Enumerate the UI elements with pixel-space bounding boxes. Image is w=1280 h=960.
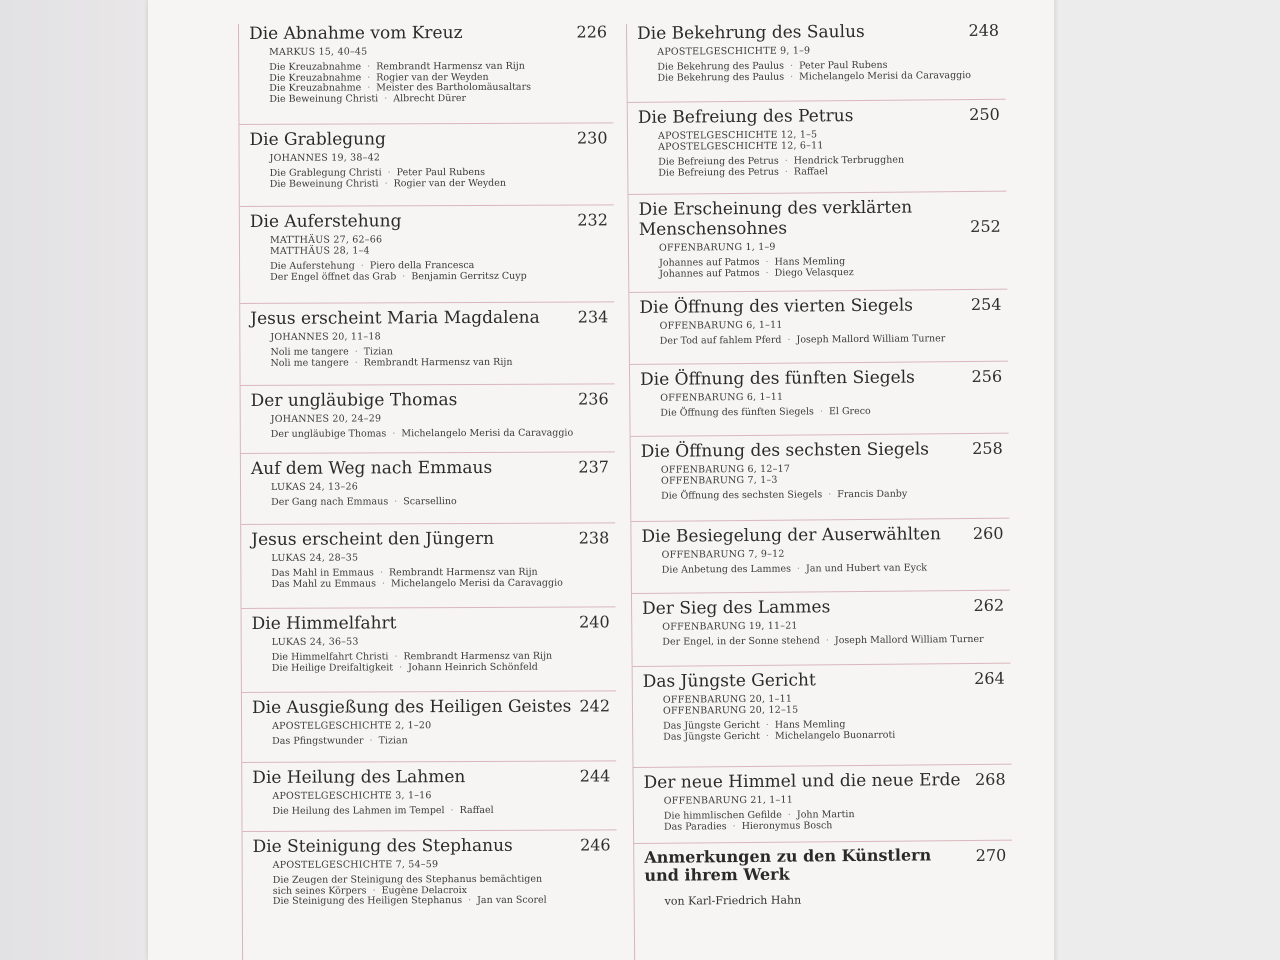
entry-divider [632, 590, 1010, 594]
scripture-reference: OFFENBARUNG 21, 1–11 [663, 794, 793, 807]
entry-title-continued: und ihrem Werk [644, 864, 790, 885]
entry-title: Die Öffnung des fünften Siegels [640, 367, 915, 390]
entry-title: Anmerkungen zu den Künstlern [644, 845, 932, 867]
entry-page-number: 254 [970, 294, 1002, 315]
entry-page-number: 264 [974, 668, 1005, 688]
separator-dot: · [367, 71, 371, 83]
artwork-line [661, 490, 907, 503]
artwork-title: Die Steinigung des Heiligen Stephanus [272, 895, 463, 907]
separator-dot: · [367, 82, 371, 94]
artwork-line [272, 736, 408, 747]
artwork-line [659, 268, 854, 280]
scripture-reference: JOHANNES 20, 24–29 [270, 413, 382, 425]
artwork-artist: John Martin [796, 809, 855, 821]
entry-title: Die Auferstehung [249, 211, 402, 232]
artwork-title: Noli me tangere [270, 357, 349, 369]
artwork-title: Das Jüngste Gericht [663, 719, 760, 732]
entry-title: Der neue Himmel und die neue Erde [643, 770, 961, 793]
toc-column-right [626, 21, 1013, 960]
scripture-reference: OFFENBARUNG 19, 11–21 [662, 620, 798, 633]
separator-dot: · [789, 60, 794, 72]
entry-page-number: 268 [974, 769, 1006, 789]
entry-title: Jesus erscheint den Jüngern [251, 528, 495, 550]
toc-column-left [238, 22, 617, 960]
entry-divider [241, 383, 615, 386]
toc-entry [241, 528, 615, 590]
artwork-title: Die Kreuzabnahme [269, 82, 362, 94]
entry-divider [241, 451, 615, 454]
artwork-artist: Rembrandt Harmensz van Rijn [388, 566, 538, 579]
entry-divider [242, 690, 616, 693]
entry-title: Die Steinigung des Stephanus [252, 835, 513, 857]
entry-title: Die Ausgießung des Heiligen Geistes [251, 696, 572, 718]
entry-page-number: 242 [579, 696, 611, 716]
entry-divider [629, 289, 1007, 293]
separator-dot: · [387, 167, 391, 179]
scripture-reference: APOSTELGESCHICHTE 2, 1–20 [272, 720, 432, 732]
entry-title: Die Grablegung [249, 129, 386, 150]
entry-byline: von Karl-Friedrich Hahn [664, 893, 802, 908]
separator-dot: · [825, 635, 829, 647]
artwork-artist: Diego Velasquez [774, 266, 854, 279]
entry-title: Die Himmelfahrt [251, 613, 397, 634]
artwork-title: Die Bekehrung des Paulus [657, 60, 785, 73]
toc-entry [631, 438, 1009, 502]
entry-title: Die Erscheinung des verklärten [638, 197, 913, 220]
artwork-line [664, 821, 832, 833]
separator-dot: · [765, 719, 769, 731]
scripture-reference: MARKUS 15, 40–45 [269, 46, 368, 58]
artwork-title: Die Anbetung des Lammes [661, 563, 792, 576]
artwork-artist: Hans Memling [774, 256, 846, 268]
artwork-artist: Scarsellino [403, 496, 457, 508]
artwork-line [662, 563, 927, 576]
entry-page-number: 244 [579, 766, 611, 786]
scripture-reference: OFFENBARUNG 20, 1–11 [662, 693, 793, 706]
artwork-title: Die Auferstehung [270, 260, 355, 272]
entry-title: Die Befreiung des Petrus [637, 106, 854, 128]
artwork-title: Johannes auf Patmos [659, 267, 760, 280]
entry-page-number: 226 [576, 22, 608, 42]
toc-entry [630, 366, 1008, 419]
entry-divider [239, 122, 613, 125]
entry-title: Die Öffnung des vierten Siegels [639, 295, 914, 318]
artwork-title: Das Paradies [663, 820, 727, 833]
entry-page-number: 230 [576, 128, 608, 148]
separator-dot: · [394, 651, 398, 663]
entry-divider [628, 191, 1006, 195]
artwork-artist: Meister des Bartholomäusaltars [376, 81, 532, 94]
artwork-artist: Hans Memling [774, 719, 846, 731]
separator-dot: · [828, 489, 832, 501]
entry-title-continued: Menschensohnes [638, 218, 788, 240]
artwork-title: Die himmlischen Gefilde [663, 809, 782, 822]
entry-title: Der Sieg des Lammes [642, 597, 831, 619]
separator-dot: · [354, 346, 358, 358]
artwork-title: Das Pfingstwunder [272, 735, 364, 747]
artwork-artist: Francis Danby [837, 488, 908, 501]
artwork-title: Der Tod auf fahlem Pferd [659, 334, 782, 347]
toc-entry [241, 389, 615, 440]
separator-dot: · [765, 267, 769, 279]
artwork-artist: Raffael [793, 165, 828, 178]
entry-title: Die Heilung des Lahmen [252, 767, 466, 788]
entry-page-number: 238 [578, 528, 610, 548]
toc-entry [628, 104, 1006, 179]
toc-entry [634, 769, 1012, 833]
artwork-artist: Eugène Delacroix [381, 884, 468, 896]
artwork-title: Die Heilige Dreifaltigkeit [271, 661, 394, 674]
artwork-title: Das Mahl in Emmaus [271, 567, 374, 579]
entry-page-number: 258 [972, 438, 1003, 458]
entry-divider [633, 764, 1011, 768]
artwork-line [660, 334, 946, 347]
artwork-artist: Hendrick Terbrugghen [793, 154, 905, 167]
artwork-title: sich seines Körpers [272, 884, 367, 897]
separator-dot: · [784, 166, 788, 178]
artwork-line [270, 271, 527, 283]
artwork-title: Die Grablegung Christi [269, 167, 382, 179]
entry-divider [630, 361, 1008, 365]
artwork-title: Die Öffnung des fünften Siegels [660, 406, 814, 419]
entry-title: Das Jüngste Gericht [642, 670, 816, 692]
entry-title: Die Öffnung des sechsten Siegels [640, 439, 930, 462]
scripture-reference: MATTHÄUS 27, 62–66 [269, 234, 383, 246]
artwork-artist: Michelangelo Buonarroti [774, 729, 896, 742]
scripture-reference: OFFENBARUNG 7, 1–3 [660, 474, 778, 487]
separator-dot: · [394, 496, 398, 508]
artwork-title: Die Öffnung des sechsten Siegels [661, 489, 823, 502]
artwork-artist: El Greco [828, 405, 871, 418]
artwork-line [657, 70, 971, 83]
separator-dot: · [367, 61, 371, 73]
artwork-artist: Peter Paul Rubens [799, 59, 888, 72]
artwork-artist: Raffael [459, 804, 494, 817]
artwork-line [269, 94, 466, 105]
separator-dot: · [732, 820, 736, 832]
scripture-reference: OFFENBARUNG 6, 12–17 [660, 463, 791, 476]
artwork-line [663, 730, 895, 743]
background-left [0, 0, 150, 960]
scripture-reference: LUKAS 24, 13–26 [270, 481, 358, 493]
artwork-title: Das Jüngste Gericht [663, 730, 760, 743]
artwork-title: Der ungläubige Thomas [270, 428, 387, 440]
artwork-artist: Rembrandt Harmensz van Rijn [376, 60, 525, 73]
separator-dot: · [790, 71, 794, 83]
artwork-artist: Rembrandt Harmensz van Rijn [403, 650, 553, 663]
artwork-artist: Johann Heinrich Schönfeld [408, 661, 538, 673]
scripture-reference: LUKAS 24, 28–35 [271, 552, 359, 564]
artwork-line [273, 896, 547, 908]
entry-divider [631, 433, 1009, 437]
artwork-line [272, 662, 538, 674]
toc-entry [243, 835, 617, 907]
entry-page-number: 240 [579, 612, 610, 632]
background-right [1060, 0, 1280, 960]
artwork-title: Die Befreiung des Petrus [658, 155, 779, 168]
artwork-artist: Benjamin Gerritsz Cuyp [411, 270, 527, 282]
scripture-reference: OFFENBARUNG 1, 1–9 [658, 241, 776, 254]
toc-entry [631, 523, 1009, 576]
artwork-artist: Michelangelo Merisi da Caravaggio [401, 427, 574, 440]
artwork-title: Die Beweinung Christi [269, 177, 379, 190]
entry-page-number: 232 [577, 210, 608, 230]
entry-divider [241, 522, 615, 525]
artwork-title: Die Bekehrung des Paulus [657, 71, 785, 84]
separator-dot: · [381, 577, 385, 589]
artwork-line [270, 178, 506, 190]
entry-page-number: 260 [972, 523, 1004, 543]
artwork-title: Die Befreiung des Petrus [658, 166, 779, 179]
scripture-reference: MATTHÄUS 28, 1–4 [269, 245, 370, 257]
toc-entry [239, 128, 613, 190]
entry-divider [240, 204, 614, 207]
separator-dot: · [796, 563, 801, 575]
artwork-artist: Rogier van der Weyden [393, 177, 507, 189]
artwork-artist: Piero della Francesca [369, 259, 475, 272]
scripture-reference: OFFENBARUNG 6, 1–11 [660, 391, 784, 404]
entry-divider [242, 606, 616, 609]
toc-entry [634, 845, 1012, 908]
entry-page-number: 234 [577, 307, 609, 327]
separator-dot: · [765, 256, 769, 268]
artwork-line [658, 167, 828, 179]
separator-dot: · [392, 428, 396, 440]
artwork-artist: Rembrandt Harmensz van Rijn [363, 356, 513, 368]
entry-divider [628, 99, 1006, 103]
entry-page-number: 246 [579, 835, 611, 855]
artwork-line [662, 635, 983, 648]
artwork-artist: Jan und Hubert van Eyck [805, 562, 928, 575]
artwork-title: Der Gang nach Emmaus [271, 496, 389, 508]
artwork-line [271, 578, 562, 590]
scripture-reference: OFFENBARUNG 7, 9–12 [661, 548, 785, 561]
separator-dot: · [399, 661, 403, 673]
separator-dot: · [372, 884, 376, 896]
artwork-artist: Peter Paul Rubens [396, 166, 486, 179]
artwork-title: Der Engel, in der Sonne stehend [662, 635, 820, 648]
toc-entry [242, 766, 616, 817]
entry-page-number: 252 [970, 216, 1001, 237]
separator-dot: · [384, 177, 388, 189]
toc-entry [241, 457, 615, 508]
artwork-title: Die Heilung des Lahmen im Tempel [272, 805, 445, 817]
artwork-line [270, 357, 512, 369]
artwork-artist: Joseph Mallord William Turner [796, 333, 946, 346]
entry-page-number: 262 [973, 595, 1005, 615]
scripture-reference: LUKAS 24, 36–53 [271, 636, 359, 648]
artwork-title: Die Kreuzabnahme [269, 61, 362, 73]
scripture-reference: APOSTELGESCHICHTE 12, 1–5 [657, 129, 818, 142]
artwork-title: Noli me tangere [270, 346, 349, 358]
artwork-artist: Jan van Scorel [477, 894, 547, 906]
entry-divider [240, 301, 614, 304]
entry-divider [634, 840, 1012, 844]
entry-page-number: 236 [578, 389, 609, 409]
entry-page-number: 250 [969, 104, 1000, 125]
entry-divider [242, 760, 616, 763]
separator-dot: · [787, 809, 791, 821]
toc-entry [242, 612, 616, 674]
separator-dot: · [450, 805, 454, 817]
scripture-reference: JOHANNES 20, 11–18 [270, 331, 381, 343]
toc-entry [629, 197, 1007, 280]
artwork-line [271, 497, 457, 508]
entry-title: Die Bekehrung des Saulus [636, 21, 865, 44]
artwork-artist: Rogier van der Weyden [376, 71, 489, 83]
artwork-title: Die Himmelfahrt Christi [271, 651, 389, 663]
artwork-artist: Albrecht Dürer [393, 92, 467, 104]
separator-dot: · [402, 270, 406, 282]
entry-page-number: 256 [971, 366, 1003, 386]
separator-dot: · [787, 334, 791, 346]
artwork-artist: Hieronymus Bosch [741, 819, 833, 832]
toc-entry [240, 210, 614, 283]
toc-entry [240, 307, 614, 369]
artwork-artist: Joseph Mallord William Turner [834, 633, 984, 647]
scripture-reference: APOSTELGESCHICHTE 9, 1–9 [657, 45, 811, 58]
separator-dot: · [384, 92, 388, 104]
toc-entry [629, 294, 1007, 347]
entry-title: Jesus erscheint Maria Magdalena [250, 307, 540, 329]
entry-title: Auf dem Weg nach Emmaus [250, 457, 493, 479]
artwork-title: Die Zeugen der Steinigung des Stephanus bemächtigen [272, 873, 543, 886]
scripture-reference: JOHANNES 19, 38–42 [269, 152, 381, 164]
entry-divider [633, 663, 1011, 667]
separator-dot: · [819, 406, 824, 418]
separator-dot: · [354, 356, 358, 368]
artwork-artist: Tizian [363, 346, 393, 358]
entry-page-number: 248 [968, 20, 1000, 41]
artwork-artist: Michelangelo Merisi da Caravaggio [799, 69, 972, 82]
artwork-line [660, 407, 870, 419]
separator-dot: · [784, 155, 788, 167]
entry-title: Die Besiegelung der Auserwählten [641, 524, 941, 547]
scripture-reference: APOSTELGESCHICHTE 12, 6–11 [658, 140, 824, 153]
artwork-line [272, 806, 493, 817]
separator-dot: · [379, 567, 383, 579]
separator-dot: · [468, 894, 472, 907]
scripture-reference: APOSTELGESCHICHTE 3, 1–16 [272, 790, 432, 802]
artwork-title: Das Mahl zu Emmaus [271, 577, 376, 590]
toc-entry [632, 595, 1010, 648]
scripture-reference: APOSTELGESCHICHTE 7, 54–59 [272, 859, 439, 871]
toc-entry [633, 668, 1011, 743]
artwork-line [271, 429, 573, 441]
artwork-title: Der Engel öffnet das Grab [270, 270, 397, 283]
artwork-title: Die Kreuzabnahme [269, 71, 362, 84]
artwork-artist: Tizian [378, 735, 408, 747]
artwork-title: Johannes auf Patmos [659, 256, 760, 269]
toc-entry [242, 696, 616, 747]
scripture-reference: OFFENBARUNG 6, 1–11 [659, 319, 783, 332]
separator-dot: · [369, 735, 373, 747]
scripture-reference: OFFENBARUNG 20, 12–15 [662, 704, 799, 717]
separator-dot: · [765, 730, 769, 742]
entry-page-number: 237 [578, 457, 609, 477]
entry-page-number: 270 [975, 845, 1007, 865]
entry-title: Der ungläubige Thomas [250, 390, 458, 411]
artwork-title: Die Beweinung Christi [269, 92, 379, 105]
entry-divider [243, 829, 617, 832]
entry-divider [631, 518, 1009, 522]
entry-title: Die Abnahme vom Kreuz [248, 23, 463, 44]
artwork-artist: Michelangelo Merisi da Caravaggio [390, 577, 563, 589]
separator-dot: · [360, 260, 364, 272]
